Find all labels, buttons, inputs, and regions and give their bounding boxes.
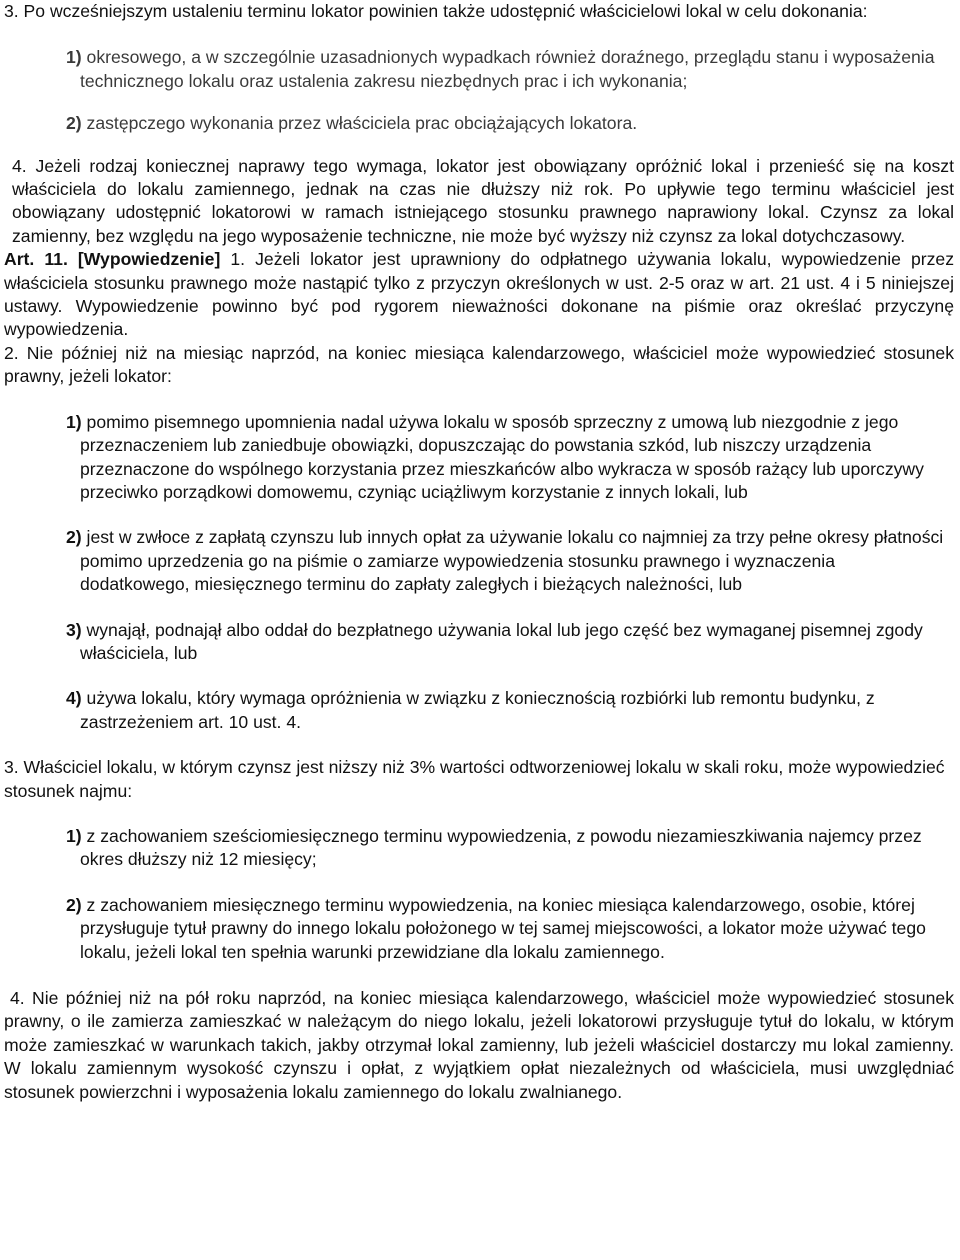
list-number: 4): [66, 688, 82, 709]
list-number: 1): [66, 411, 82, 432]
list-text: z zachowaniem miesięcznego terminu wypowiedzenia, na koniec miesiąca kalendarzowego, osobie, której przysługuje tytuł prawny do innego lokalu położonego w tej samej miejscowości, a lokator może używać tego lokalu, jeżeli lokal ten spełnia warunki przewidziane dla lokalu zamiennego.: [80, 894, 926, 962]
list-item-4: [66, 687, 944, 734]
list-number: 1): [66, 825, 82, 846]
article-text: 1. Jeżeli lokator jest uprawniony do odpłatnego używania lokalu, wypowiedzenie przez właściciela stosunku prawnego może nastąpić tylko z przyczyn określonych w ust. 2-5 oraz w art. 21 ust. 4 i 5 niniejszej ustawy. Wypowiedzenie powinno być pod rygorem nieważności dokonane na piśmie oraz określać przyczynę wypowiedzenia.: [4, 249, 955, 340]
article-11-paragraph-3: 3. Właściciel lokalu, w którym czynsz jest niższy niż 3% wartości odtworzeniowej lokalu w skali roku, może wypowiedzieć stosunek najmu:: [4, 757, 945, 801]
list-item-2: [66, 112, 944, 135]
list-text: wynajął, podnajął albo oddał do bezpłatnego używania lokal lub jego część bez wymaganej pisemnej zgody właściciela, lub: [80, 619, 923, 663]
list-number: 2): [66, 527, 82, 548]
article-11-paragraph-4: 4. Nie później niż na pół roku naprzód, na koniec miesiąca kalendarzowego, właściciel może wypowiedzieć stosunek prawny, o ile zamierza zamieszkać w należącym do niego lokalu, jeżeli lokatorowi przysługuje tytuł do lokalu, w którym może zamieszkać w warunkach takich, jakby otrzymał lokal zamienny, lub jeżeli właściciel dostarczy mu lokal zamienny. W lokalu zamiennym wysokość czynszu i opłat, z wyjątkiem opłat niezależnych od właściciela, musi uwzględniać stosunek powierzchni i wyposażenia lokalu zamiennego do lokalu zwalnianego.: [4, 988, 954, 1102]
list-item-1: [66, 411, 944, 505]
list-item-1: [66, 825, 944, 872]
list-number: 2): [66, 894, 82, 915]
paragraph-3: 3. Po wcześniejszym ustaleniu terminu lokator powinien także udostępnić właścicielowi lokal w celu dokonania:: [4, 1, 868, 21]
list-number: 3): [66, 619, 82, 640]
list-text: pomimo pisemnego upomnienia nadal używa lokalu w sposób sprzeczny z umową lub niezgodnie z jego przeznaczeniem lub zaniedbuje obowiązki, dopuszczając do powstania szkód, lub niszczy urządzenia przeznaczone do wspólnego korzystania przez mieszkańców albo wykracza w sposób rażący lub uporczywy przeciwko porządkowi domowemu, czyniąc uciążliwym korzystanie z innych lokali, lub: [80, 411, 924, 502]
list-number: 2): [66, 113, 82, 134]
article-11-paragraph-1: [4, 248, 954, 342]
list-text: jest w zwłoce z zapłatą czynszu lub innych opłat za używanie lokalu co najmniej za trzy pełne okresy płatności pomimo uprzedzenia go na piśmie o zamiarze wypowiedzenia stosunku prawnego i wyznaczenia dodatkowego, miesięcznego terminu do zapłaty zaległych i bieżących należności, lub: [80, 527, 944, 595]
paragraph-4: 4. Jeżeli rodzaj koniecznej naprawy tego wymaga, lokator jest obowiązany opróżnić lokal i przenieść się na koszt właściciela do lokalu zamiennego, jednak na czas nie dłuższy niż rok. Po upływie tego terminu właściciel jest obowiązany udostępnić lokatorowi w ramach istniejącego stosunku prawnego naprawiony lokal. Czynsz za lokal zamienny, bez względu na jego wyposażenie techniczne, nie może być wyższy niż czynsz za lokal dotychczasowy.: [12, 155, 954, 246]
list-text: zastępczego wykonania przez właściciela prac obciążających lokatora.: [86, 113, 638, 134]
list-text: okresowego, a w szczególnie uzasadnionych wypadkach również doraźnego, przeglądu stanu i wyposażenia technicznego lokalu oraz ustalenia zakresu niezbędnych prac i ich wykonania;: [80, 47, 935, 91]
article-11-paragraph-2: 2. Nie później niż na miesiąc naprzód, na koniec miesiąca kalendarzowego, właściciel może wypowiedzieć stosunek prawny, jeżeli lokator:: [4, 342, 954, 387]
list-item-2: [66, 894, 944, 964]
list-text: z zachowaniem sześciomiesięcznego terminu wypowiedzenia, z powodu niezamieszkiwania najemcy przez okres dłuższy niż 12 miesięcy;: [80, 825, 922, 870]
list-number: 1): [66, 47, 82, 68]
list-item-1: [66, 46, 944, 93]
list-item-3: [66, 619, 944, 666]
list-item-2: [66, 526, 944, 596]
article-heading: Art. 11. [Wypowiedzenie]: [4, 249, 221, 270]
list-text: używa lokalu, który wymaga opróżnienia w związku z koniecznością rozbiórki lub remontu budynku, z zastrzeżeniem art. 10 ust. 4.: [80, 688, 875, 732]
